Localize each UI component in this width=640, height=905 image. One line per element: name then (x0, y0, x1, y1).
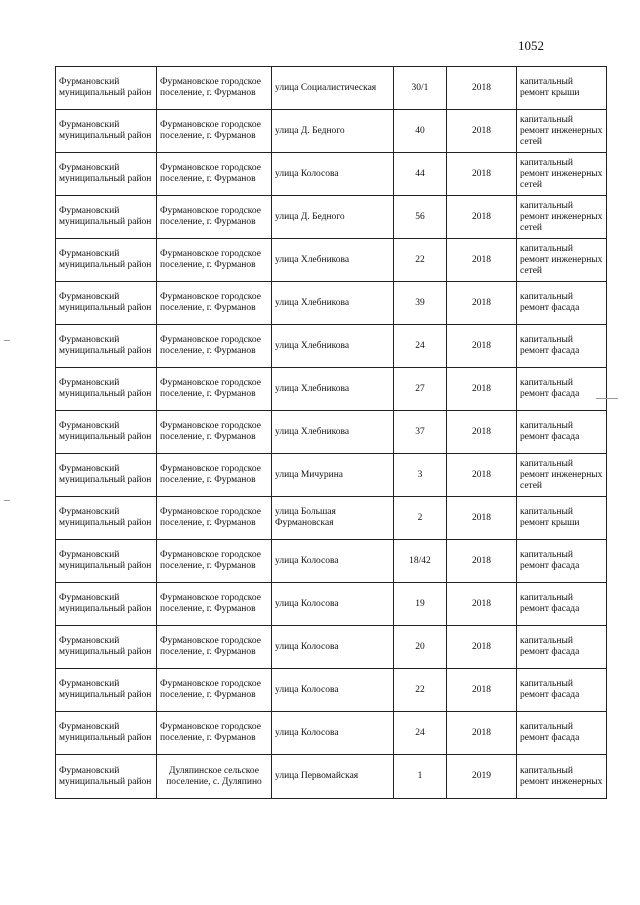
settlement-cell: Фурмановское городское поселение, г. Фурманов (157, 540, 272, 583)
settlement-cell: Фурмановское городское поселение, г. Фурманов (157, 368, 272, 411)
work-type-cell: капитальный ремонт инженерных сетей (517, 110, 607, 153)
house-number-cell: 2 (394, 497, 447, 540)
year-cell: 2018 (447, 282, 517, 325)
work-type-cell: капитальный ремонт фасада (517, 282, 607, 325)
work-type-cell: капитальный ремонт фасада (517, 583, 607, 626)
scan-mark-right (596, 398, 618, 399)
settlement-cell: Фурмановское городское поселение, г. Фурманов (157, 454, 272, 497)
street-cell: улица Д. Бедного (272, 110, 394, 153)
table-row (56, 454, 607, 497)
page-number: 1052 (518, 38, 544, 53)
house-number-cell: 22 (394, 239, 447, 282)
work-type-cell: капитальный ремонт фасада (517, 669, 607, 712)
table-row (56, 626, 607, 669)
street-cell: улица Первомайская (272, 755, 394, 799)
street-cell: улица Большая Фурмановская (272, 497, 394, 540)
house-number-cell: 30/1 (394, 67, 447, 110)
work-type-cell: капитальный ремонт фасада (517, 325, 607, 368)
street-cell: улица Колосова (272, 626, 394, 669)
street-cell: улица Д. Бедного (272, 196, 394, 239)
street-cell: улица Социалистическая (272, 67, 394, 110)
house-number-cell: 40 (394, 110, 447, 153)
table-row (56, 196, 607, 239)
house-number-cell: 24 (394, 712, 447, 755)
work-type-cell: капитальный ремонт фасада (517, 626, 607, 669)
table-row (56, 540, 607, 583)
table-row (56, 110, 607, 153)
table-row (56, 712, 607, 755)
street-cell: улица Колосова (272, 540, 394, 583)
table-row (56, 583, 607, 626)
house-number-cell: 20 (394, 626, 447, 669)
settlement-cell: Фурмановское городское поселение, г. Фурманов (157, 110, 272, 153)
year-cell: 2018 (447, 626, 517, 669)
year-cell: 2018 (447, 540, 517, 583)
year-cell: 2018 (447, 497, 517, 540)
district-cell: Фурмановский муниципальный район (56, 368, 157, 411)
street-cell: улица Хлебникова (272, 411, 394, 454)
registry-table (55, 66, 607, 799)
house-number-cell: 27 (394, 368, 447, 411)
year-cell: 2018 (447, 712, 517, 755)
scan-mark-left (4, 500, 10, 501)
settlement-cell: Фурмановское городское поселение, г. Фурманов (157, 497, 272, 540)
street-cell: улица Хлебникова (272, 282, 394, 325)
district-cell: Фурмановский муниципальный район (56, 282, 157, 325)
table-row (56, 282, 607, 325)
house-number-cell: 19 (394, 583, 447, 626)
year-cell: 2018 (447, 583, 517, 626)
table-row (56, 411, 607, 454)
district-cell: Фурмановский муниципальный район (56, 626, 157, 669)
work-type-cell: капитальный ремонт фасада (517, 712, 607, 755)
settlement-cell: Фурмановское городское поселение, г. Фурманов (157, 282, 272, 325)
work-type-cell: капитальный ремонт крыши (517, 67, 607, 110)
table-row (56, 368, 607, 411)
street-cell: улица Хлебникова (272, 368, 394, 411)
year-cell: 2018 (447, 110, 517, 153)
settlement-cell: Фурмановское городское поселение, г. Фурманов (157, 411, 272, 454)
registry-table-body (56, 67, 607, 799)
district-cell: Фурмановский муниципальный район (56, 497, 157, 540)
work-type-cell: капитальный ремонт инженерных (517, 755, 607, 799)
year-cell: 2018 (447, 411, 517, 454)
table-row (56, 239, 607, 282)
street-cell: улица Хлебникова (272, 239, 394, 282)
table-row (56, 755, 607, 799)
district-cell: Фурмановский муниципальный район (56, 454, 157, 497)
district-cell: Фурмановский муниципальный район (56, 67, 157, 110)
work-type-cell: капитальный ремонт фасада (517, 540, 607, 583)
district-cell: Фурмановский муниципальный район (56, 196, 157, 239)
work-type-cell: капитальный ремонт фасада (517, 411, 607, 454)
work-type-cell: капитальный ремонт инженерных сетей (517, 239, 607, 282)
settlement-cell: Фурмановское городское поселение, г. Фурманов (157, 669, 272, 712)
year-cell: 2018 (447, 669, 517, 712)
work-type-cell: капитальный ремонт инженерных сетей (517, 153, 607, 196)
street-cell: улица Колосова (272, 669, 394, 712)
settlement-cell: Фурмановское городское поселение, г. Фурманов (157, 626, 272, 669)
house-number-cell: 24 (394, 325, 447, 368)
house-number-cell: 39 (394, 282, 447, 325)
house-number-cell: 22 (394, 669, 447, 712)
settlement-cell: Фурмановское городское поселение, г. Фурманов (157, 196, 272, 239)
table-row (56, 497, 607, 540)
year-cell: 2019 (447, 755, 517, 799)
table-row (56, 153, 607, 196)
settlement-cell: Фурмановское городское поселение, г. Фурманов (157, 325, 272, 368)
year-cell: 2018 (447, 196, 517, 239)
settlement-cell: Фурмановское городское поселение, г. Фурманов (157, 153, 272, 196)
year-cell: 2018 (447, 325, 517, 368)
street-cell: улица Мичурина (272, 454, 394, 497)
settlement-cell: Фурмановское городское поселение, г. Фурманов (157, 712, 272, 755)
table-row (56, 669, 607, 712)
street-cell: улица Колосова (272, 712, 394, 755)
district-cell: Фурмановский муниципальный район (56, 325, 157, 368)
house-number-cell: 44 (394, 153, 447, 196)
district-cell: Фурмановский муниципальный район (56, 712, 157, 755)
district-cell: Фурмановский муниципальный район (56, 669, 157, 712)
scan-mark-left (4, 340, 10, 341)
settlement-cell: Фурмановское городское поселение, г. Фурманов (157, 67, 272, 110)
house-number-cell: 37 (394, 411, 447, 454)
table-row (56, 67, 607, 110)
year-cell: 2018 (447, 368, 517, 411)
house-number-cell: 56 (394, 196, 447, 239)
district-cell: Фурмановский муниципальный район (56, 411, 157, 454)
district-cell: Фурмановский муниципальный район (56, 540, 157, 583)
district-cell: Фурмановский муниципальный район (56, 583, 157, 626)
year-cell: 2018 (447, 67, 517, 110)
house-number-cell: 3 (394, 454, 447, 497)
street-cell: улица Колосова (272, 153, 394, 196)
settlement-cell: Фурмановское городское поселение, г. Фурманов (157, 583, 272, 626)
year-cell: 2018 (447, 239, 517, 282)
house-number-cell: 1 (394, 755, 447, 799)
street-cell: улица Колосова (272, 583, 394, 626)
district-cell: Фурмановский муниципальный район (56, 755, 157, 799)
district-cell: Фурмановский муниципальный район (56, 153, 157, 196)
work-type-cell: капитальный ремонт крыши (517, 497, 607, 540)
work-type-cell: капитальный ремонт фасада (517, 368, 607, 411)
district-cell: Фурмановский муниципальный район (56, 110, 157, 153)
year-cell: 2018 (447, 454, 517, 497)
settlement-cell: Дуляпинское сельское поселение, с. Дуляпино (157, 755, 272, 799)
settlement-cell: Фурмановское городское поселение, г. Фурманов (157, 239, 272, 282)
year-cell: 2018 (447, 153, 517, 196)
house-number-cell: 18/42 (394, 540, 447, 583)
table-row (56, 325, 607, 368)
street-cell: улица Хлебникова (272, 325, 394, 368)
work-type-cell: капитальный ремонт инженерных сетей (517, 196, 607, 239)
work-type-cell: капитальный ремонт инженерных сетей (517, 454, 607, 497)
district-cell: Фурмановский муниципальный район (56, 239, 157, 282)
